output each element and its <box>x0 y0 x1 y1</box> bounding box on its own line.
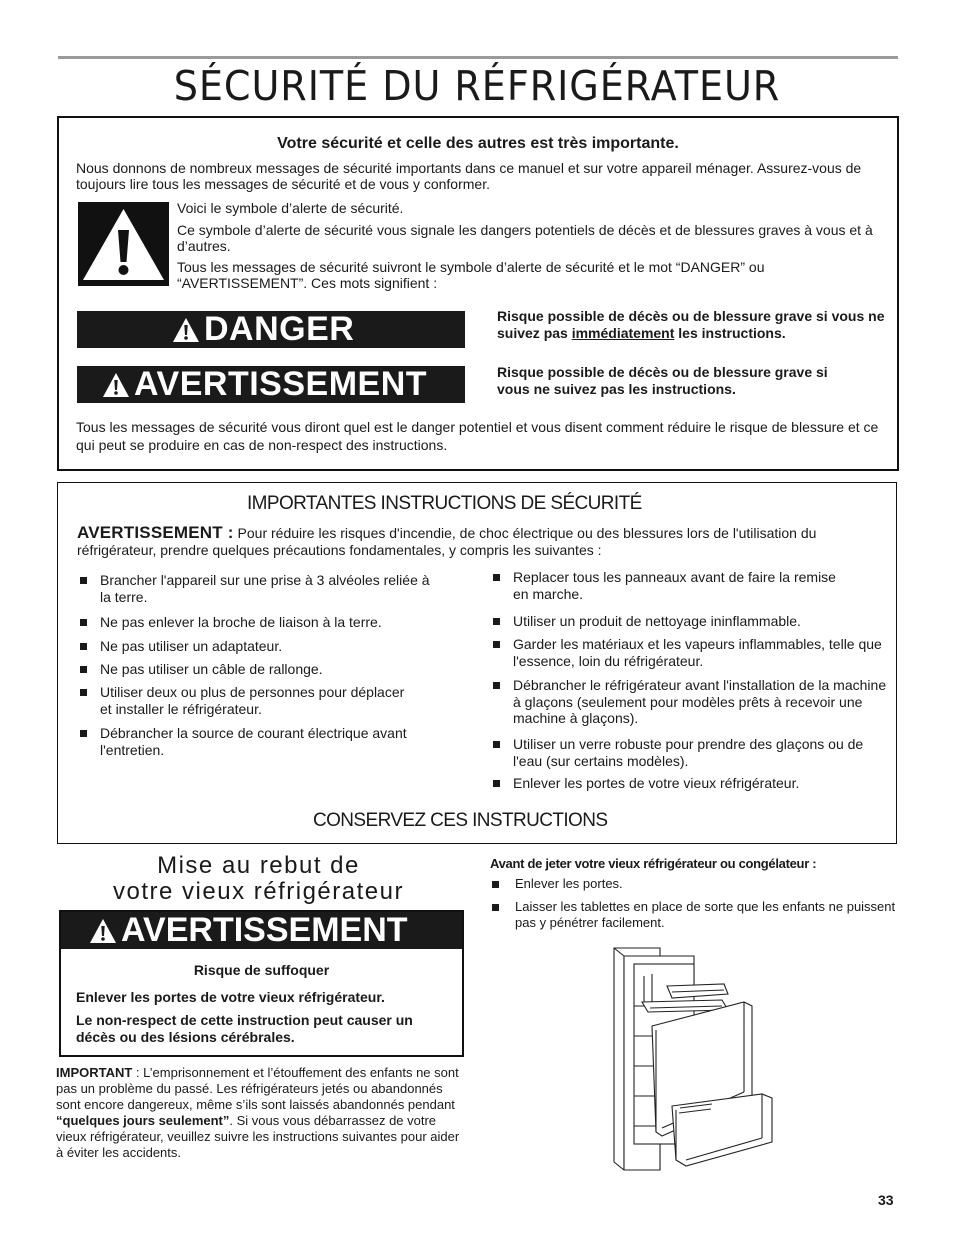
warning-banner <box>77 366 465 403</box>
important-text-b: . Si vous vous débarrassez de votre vieux réfrigérateur, veuillez suivre les instructions suivantes pour aider à éviter les accidents. <box>56 1113 460 1160</box>
alert-symbol-icon <box>78 202 169 286</box>
list-item: Brancher l'appareil sur une prise à 3 alvéoles reliée à la terre. <box>78 572 430 605</box>
important-paragraph <box>56 1065 466 1161</box>
warning-label: AVERTISSEMENT <box>121 911 408 949</box>
list-item: Débrancher le réfrigérateur avant l'installation de la machine à glaçons (seulement pour modèles prêts à recevoir une machine à glaçons). <box>491 677 893 727</box>
symbol-words-line: Tous les messages de sécurité suivront le symbole d’alerte de sécurité et le mot “DANGER” ou “AVERTISSEMENT”. Ces mots signifient : <box>177 259 765 291</box>
important-quote: “quelques jours seulement” <box>56 1113 230 1128</box>
list-item: Garder les matériaux et les vapeurs inflammables, telle que l'essence, loin du réfrigérateur. <box>491 636 883 669</box>
top-rule <box>58 56 898 59</box>
symbol-meaning-line: Ce symbole d’alerte de sécurité vous signale les dangers potentiels de décès et de blessures graves à vous et à d’autres. <box>177 222 873 254</box>
list-item: Utiliser un verre robuste pour prendre des glaçons ou de l'eau (sur certains modèles). <box>491 736 883 769</box>
consequence-text: Le non-respect de cette instruction peut causer un décès ou des lésions cérébrales. <box>76 1012 413 1045</box>
danger-desc-b: les instructions. <box>674 325 786 341</box>
list-item: Enlever les portes de votre vieux réfrigérateur. <box>491 775 883 792</box>
safety-intro-text: Nous donnons de nombreux messages de sécurité importants dans ce manuel et sur votre appareil ménager. Assurez-vous de toujours lire tous les messages de sécurité et de vous y conformer. <box>76 160 862 192</box>
safety-intro-box <box>57 116 899 471</box>
list-item: Utiliser deux ou plus de personnes pour déplacer et installer le réfrigérateur. <box>78 684 410 717</box>
disposal-title-line1: Mise au rebut de <box>157 852 360 879</box>
page-number: 33 <box>878 1192 894 1208</box>
warning-description: Risque possible de décès ou de blessure grave si vous ne suivez pas les instructions. <box>497 364 828 397</box>
instructions-box <box>57 482 897 844</box>
list-item: Utiliser un produit de nettoyage ininflammable. <box>491 613 873 630</box>
danger-label: DANGER <box>204 310 355 348</box>
disposal-steps-heading: Avant de jeter votre vieux réfrigérateur ou congélateur : <box>490 856 817 871</box>
instruction-text: Enlever les portes de votre vieux réfrigérateur. <box>76 989 385 1005</box>
danger-banner <box>77 311 465 348</box>
symbol-intro-line: Voici le symbole d’alerte de sécurité. <box>177 200 404 216</box>
danger-desc-a: Risque possible de décès ou de blessure grave si vous ne suivez pas <box>497 308 885 341</box>
list-item: Enlever les portes. <box>490 876 895 892</box>
list-item: Débrancher la source de courant électrique avant l'entretien. <box>78 725 420 758</box>
important-text-a: : L’emprisonnement et l’étouffement des enfants ne sont pas un problème du passé. Les réfrigérateurs jetés ou abandonnés sont encore dangereux, même s’ils sont laissés abandonnés pendant <box>56 1065 459 1112</box>
page-title: SÉCURITÉ DU RÉFRIGÉRATEUR <box>173 62 781 110</box>
list-item: Ne pas enlever la broche de liaison à la terre. <box>78 614 440 631</box>
list-item: Laisser les tablettes en place de sorte que les enfants ne puissent pas y pénétrer facilement. <box>490 899 905 931</box>
risk-text: Risque de suffoquer <box>193 962 330 978</box>
disposal-title <box>56 853 461 905</box>
list-item: Replacer tous les panneaux avant de faire la remise en marche. <box>491 569 853 602</box>
danger-description <box>497 308 892 342</box>
instructions-warning-label: AVERTISSEMENT : <box>77 523 234 542</box>
refrigerator-illustration <box>612 946 774 1174</box>
save-instructions-footer: CONSERVEZ CES INSTRUCTIONS <box>313 810 608 831</box>
safety-heading: Votre sécurité et celle des autres est très importante. <box>277 135 679 152</box>
instructions-heading: IMPORTANTES INSTRUCTIONS DE SÉCURITÉ <box>247 493 642 514</box>
instructions-warning-text: Pour réduire les risques d'incendie, de choc électrique ou des blessures lors de l'utilisation du réfrigérateur, prendre quelques précautions fondamentales, y compris les suivantes : <box>77 525 817 558</box>
important-label: IMPORTANT <box>56 1065 133 1080</box>
list-item: Ne pas utiliser un adaptateur. <box>78 638 440 655</box>
alert-triangle-icon <box>89 918 117 944</box>
safety-outro-text: Tous les messages de sécurité vous diront quel est le danger potentiel et vous disent comment réduire le risque de blessure et ce qui peut se produire en cas de non-respect des instructions. <box>76 419 879 453</box>
instructions-warning <box>77 524 867 559</box>
list-item: Ne pas utiliser un câble de rallonge. <box>78 661 440 678</box>
warning-banner <box>61 912 462 949</box>
alert-triangle-icon <box>102 372 130 398</box>
warning-label: AVERTISSEMENT <box>134 365 428 403</box>
alert-triangle-icon <box>172 317 200 343</box>
suffocation-warning-box <box>59 910 464 1057</box>
danger-desc-emphasis: immédiatement <box>571 325 675 341</box>
disposal-title-line2: votre vieux réfrigérateur <box>113 878 404 905</box>
